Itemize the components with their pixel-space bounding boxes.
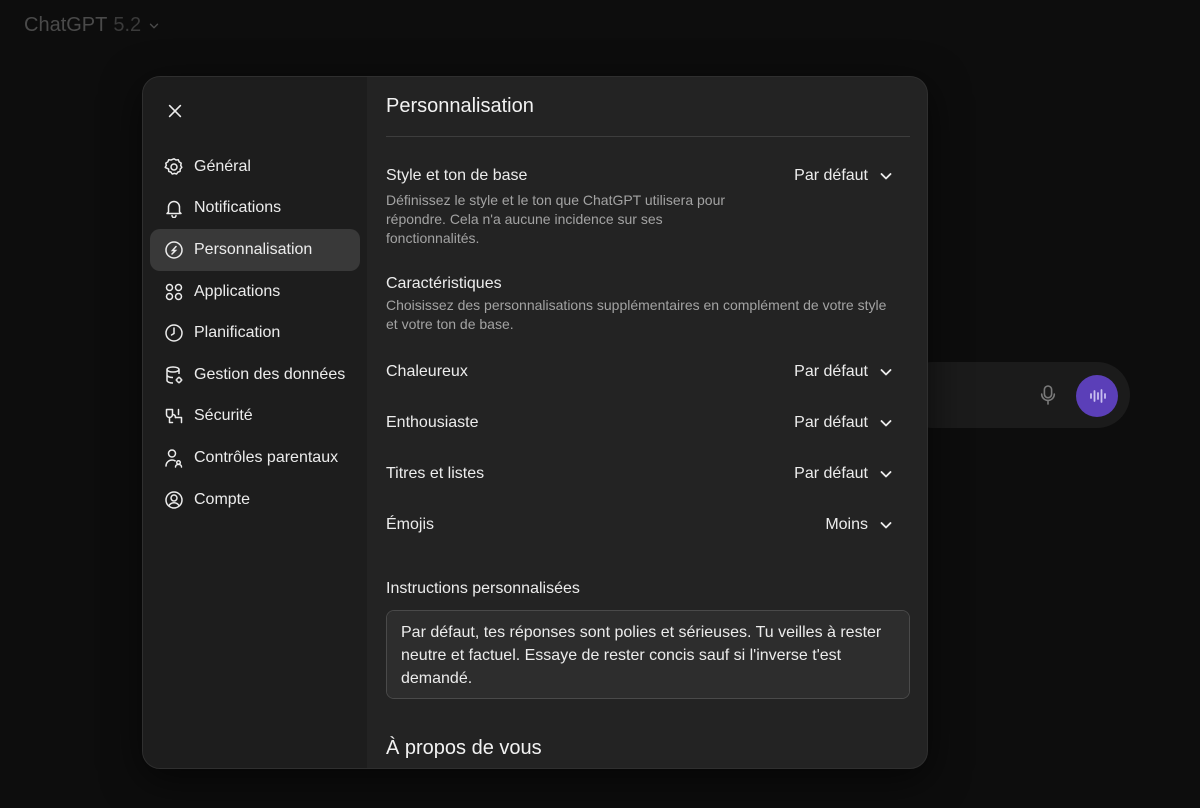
sidebar-item-planification[interactable] — [150, 312, 360, 354]
dropdown-value: Par défaut — [794, 414, 868, 431]
characteristics-label: Caractéristiques — [386, 275, 502, 292]
option-label: Chaleureux — [386, 363, 468, 380]
sidebar-item-security[interactable] — [150, 396, 360, 438]
sidebar-item-parental-controls[interactable] — [150, 437, 360, 479]
option-label: Enthousiaste — [386, 414, 479, 431]
voice-mode-button[interactable] — [1076, 375, 1118, 417]
chevron-down-icon — [878, 517, 894, 533]
chevron-down-icon — [878, 415, 894, 431]
sidebar-item-label: Sécurité — [194, 407, 253, 425]
style-dropdown[interactable] — [794, 167, 894, 185]
style-description: Définissez le style et le ton que ChatGPT utilisera pour répondre. Cela n'a aucune incidence sur ses fonctionnalités. — [386, 192, 726, 246]
settings-nav — [150, 146, 360, 520]
sidebar-item-label: Gestion des données — [194, 365, 346, 383]
sidebar-item-general[interactable] — [150, 146, 360, 188]
custom-instructions-label: Instructions personnalisées — [386, 580, 580, 597]
sidebar-item-data-controls[interactable] — [150, 354, 360, 396]
dropdown-value: Par défaut — [794, 465, 868, 482]
settings-sidebar — [143, 77, 367, 768]
gear-icon — [164, 157, 184, 177]
waveform-icon — [1087, 386, 1107, 406]
divider — [386, 136, 910, 137]
shield-icon — [164, 406, 184, 426]
settings-content — [386, 77, 910, 768]
custom-instructions-input[interactable] — [386, 610, 910, 699]
sidebar-item-label: Notifications — [194, 199, 282, 217]
database-icon — [164, 365, 184, 385]
clock-icon — [164, 323, 184, 343]
sidebar-item-label: Général — [194, 157, 251, 175]
sidebar-item-notifications[interactable] — [150, 188, 360, 230]
chevron-down-icon — [878, 466, 894, 482]
apps-grid-icon — [164, 282, 184, 302]
style-label: Style et ton de base — [386, 167, 528, 184]
mic-icon[interactable] — [1038, 383, 1058, 407]
sidebar-item-label: Personnalisation — [194, 240, 313, 258]
chevron-down-icon — [878, 364, 894, 380]
model-version: 5.2 — [113, 14, 142, 36]
parent-user-icon — [164, 448, 184, 468]
sidebar-item-label: Applications — [194, 282, 281, 300]
close-icon — [166, 102, 184, 120]
option-dropdown-emojis[interactable] — [825, 516, 894, 534]
sidebar-item-personalization[interactable] — [150, 229, 360, 271]
dropdown-value: Par défaut — [794, 167, 868, 184]
sidebar-item-label: Contrôles parentaux — [194, 448, 339, 466]
close-button[interactable] — [163, 99, 187, 123]
app-name: ChatGPT — [24, 14, 108, 36]
bell-icon — [164, 198, 184, 218]
sidebar-item-applications[interactable] — [150, 271, 360, 313]
page-title: Personnalisation — [386, 95, 534, 117]
option-dropdown-enthusiastic[interactable] — [794, 414, 894, 432]
sidebar-item-label: Planification — [194, 324, 281, 342]
chevron-down-icon — [147, 19, 161, 33]
settings-modal — [142, 76, 928, 769]
dropdown-value: Moins — [825, 516, 868, 533]
sidebar-item-account[interactable] — [150, 479, 360, 521]
option-dropdown-warm[interactable] — [794, 363, 894, 381]
sidebar-item-label: Compte — [194, 490, 251, 508]
chevron-down-icon — [878, 168, 894, 184]
characteristics-description: Choisissez des personnalisations supplémentaires en complément de votre style et votre ton de base. — [386, 297, 887, 332]
option-dropdown-headings[interactable] — [794, 465, 894, 483]
personalization-icon — [164, 240, 184, 260]
option-label: Émojis — [386, 516, 435, 533]
about-you-heading: À propos de vous — [386, 737, 542, 759]
account-icon — [164, 490, 184, 510]
dropdown-value: Par défaut — [794, 363, 868, 380]
option-label: Titres et listes — [386, 465, 485, 482]
model-selector[interactable] — [24, 14, 161, 37]
